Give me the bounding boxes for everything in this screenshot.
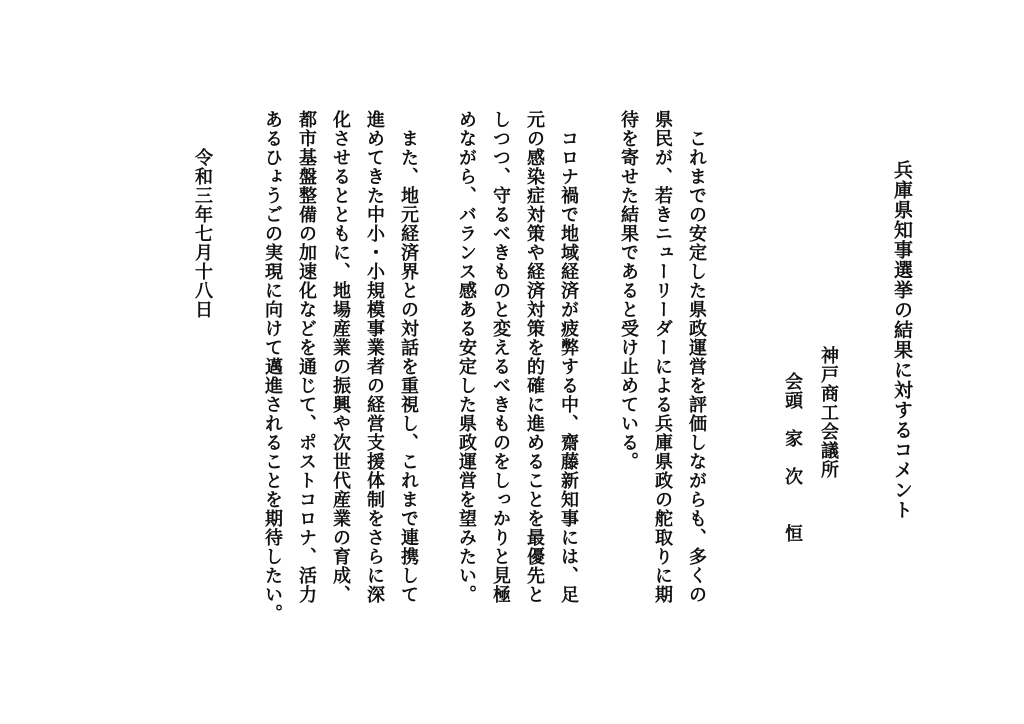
- paragraph-1-line-1: これまでの安定した県政運営を評価しながらも、多くの: [686, 110, 707, 604]
- paragraph-2-line-4: めながら、バランス感ある安定した県政運営を望みたい。: [456, 110, 477, 604]
- paragraph-2-line-3: しつつ、守るべきものと変えるべきものをしっかりと見極: [490, 110, 511, 604]
- paragraph-1-line-2: 県民が、若きニューリーダーによる兵庫県政の舵取りに期: [652, 110, 673, 604]
- paragraph-3-line-2: 進めてきた中小・小規模事業者の経営支援体制をさらに深: [364, 110, 385, 604]
- paragraph-2-line-2: 元の感染症対策や経済対策を的確に進めることを最優先と: [524, 110, 545, 604]
- document-date: 令和三年七月十八日: [192, 148, 213, 319]
- paragraph-3-line-3: 化させるとともに、地場産業の振興や次世代産業の育成、: [330, 110, 351, 604]
- organization-name: 神戸商工会議所: [818, 346, 839, 479]
- paragraph-1-line-3: 待を寄せた結果であると受け止めている。: [618, 110, 639, 471]
- paragraph-3-line-4: 都市基盤整備の加速化などを通じて、ポストコロナ、活力: [296, 110, 317, 604]
- author-name: 会頭 家 次 恒: [782, 372, 803, 543]
- paragraph-3-line-1: また、地元経済界との対話を重視し、これまで連携して: [398, 110, 419, 604]
- paragraph-3-line-5: あるひょうごの実現に向けて邁進されることを期待したい。: [262, 110, 283, 623]
- paragraph-2-line-1: コロナ禍で地域経済が疲弊する中、齋藤新知事には、足: [558, 110, 579, 604]
- document-title: 兵庫県知事選挙の結果に対するコメント: [891, 160, 913, 520]
